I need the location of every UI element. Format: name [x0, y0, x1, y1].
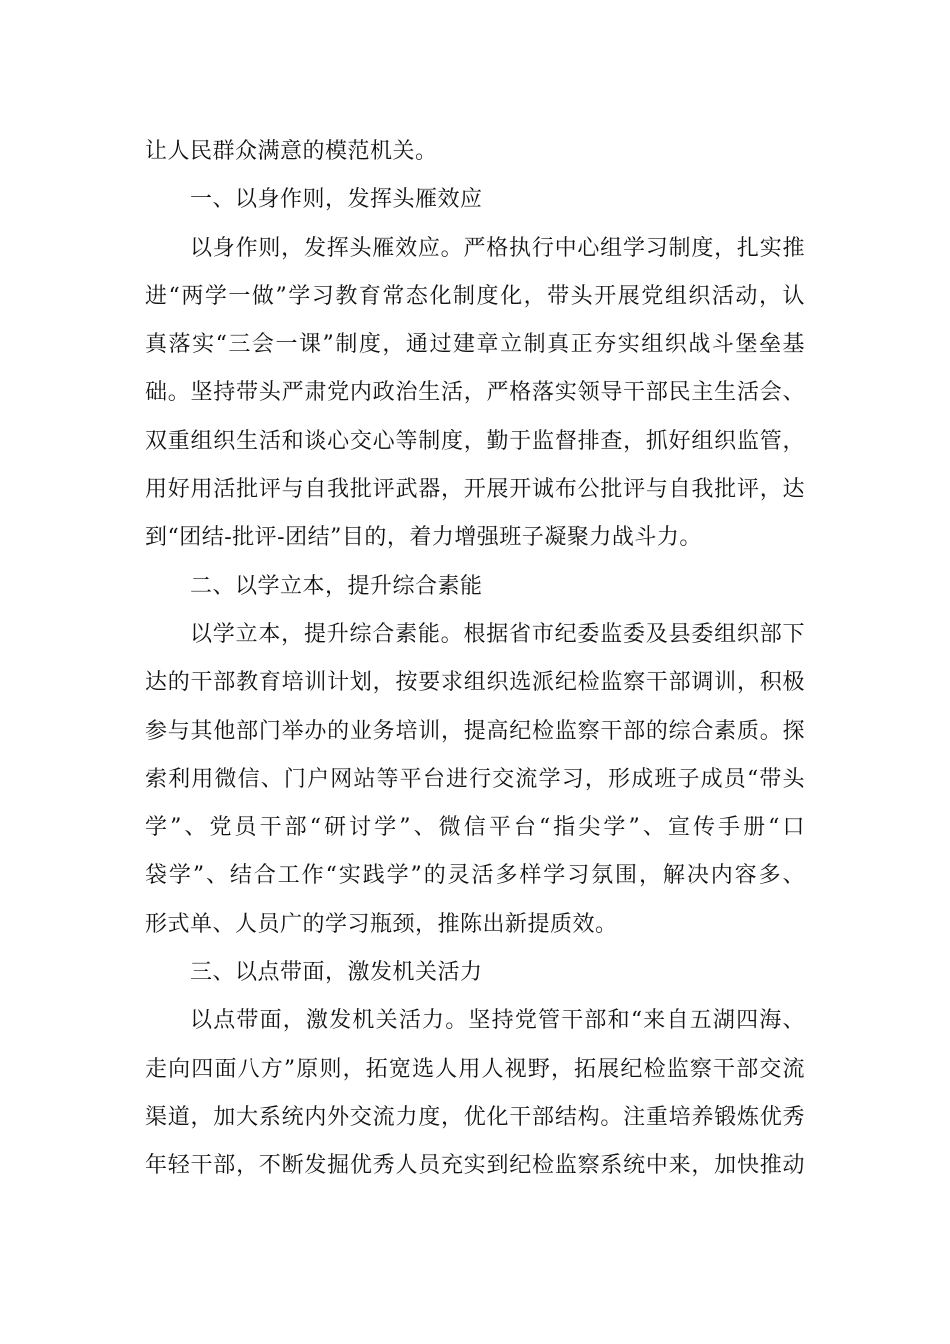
paragraph-line: 形式单、人员广的学习瓶颈，推陈出新提质效。	[145, 911, 618, 937]
paragraph-line: 础。坚持带头严肃党内政治生活，严格落实领导干部民主生活会、	[145, 380, 805, 406]
paragraph-line: 袋学”、结合工作“实践学”的灵活多样学习氛围，解决内容多、	[145, 863, 805, 889]
section-heading-3: 三、以点带面，激发机关活力	[190, 960, 483, 986]
paragraph-line: 让人民群众满意的模范机关。	[145, 139, 438, 164]
section-heading-2: 二、以学立本，提升综合素能	[190, 573, 483, 599]
section-heading-1: 一、以身作则，发挥头雁效应	[190, 187, 483, 213]
paragraph-line: 达的干部教育培训计划，按要求组织选派纪检监察干部调训，积极	[145, 670, 805, 696]
document-body	[145, 128, 805, 1191]
paragraph-line: 到“团结-批评-团结”目的，着力增强班子凝聚力战斗力。	[145, 525, 702, 551]
paragraph-line: 进“两学一做”学习教育常态化制度化，带头开展党组织活动，认	[145, 283, 805, 309]
paragraph-line: 学”、党员干部“研讨学”、微信平台“指尖学”、宣传手册“口	[145, 815, 805, 841]
paragraph-line: 用好用活批评与自我批评武器，开展开诚布公批评与自我批评，达	[145, 477, 805, 503]
paragraph-line: 以身作则，发挥头雁效应。严格执行中心组学习制度，扎实推	[190, 235, 805, 261]
paragraph-line: 真落实“三会一课”制度，通过建章立制真正夯实组织战斗堡垒基	[145, 332, 805, 358]
paragraph-line: 参与其他部门举办的业务培训，提高纪检监察干部的综合素质。探	[145, 718, 805, 744]
paragraph-line: 双重组织生活和谈心交心等制度，勤于监督排查，抓好组织监管，	[145, 428, 805, 454]
paragraph-line: 年轻干部，不断发掘优秀人员充实到纪检监察系统中来，加快推动	[145, 1153, 805, 1179]
paragraph-line: 走向四面八方”原则，拓宽选人用人视野，拓展纪检监察干部交流	[145, 1056, 805, 1082]
paragraph-line: 以学立本，提升综合素能。根据省市纪委监委及县委组织部下	[190, 621, 805, 647]
paragraph-line: 索利用微信、门户网站等平台进行交流学习，形成班子成员“带头	[145, 766, 805, 792]
paragraph-line: 以点带面，激发机关活力。坚持党管干部和“来自五湖四海、	[190, 1008, 805, 1034]
paragraph-line: 渠道，加大系统内外交流力度，优化干部结构。注重培养锻炼优秀	[145, 1104, 805, 1130]
